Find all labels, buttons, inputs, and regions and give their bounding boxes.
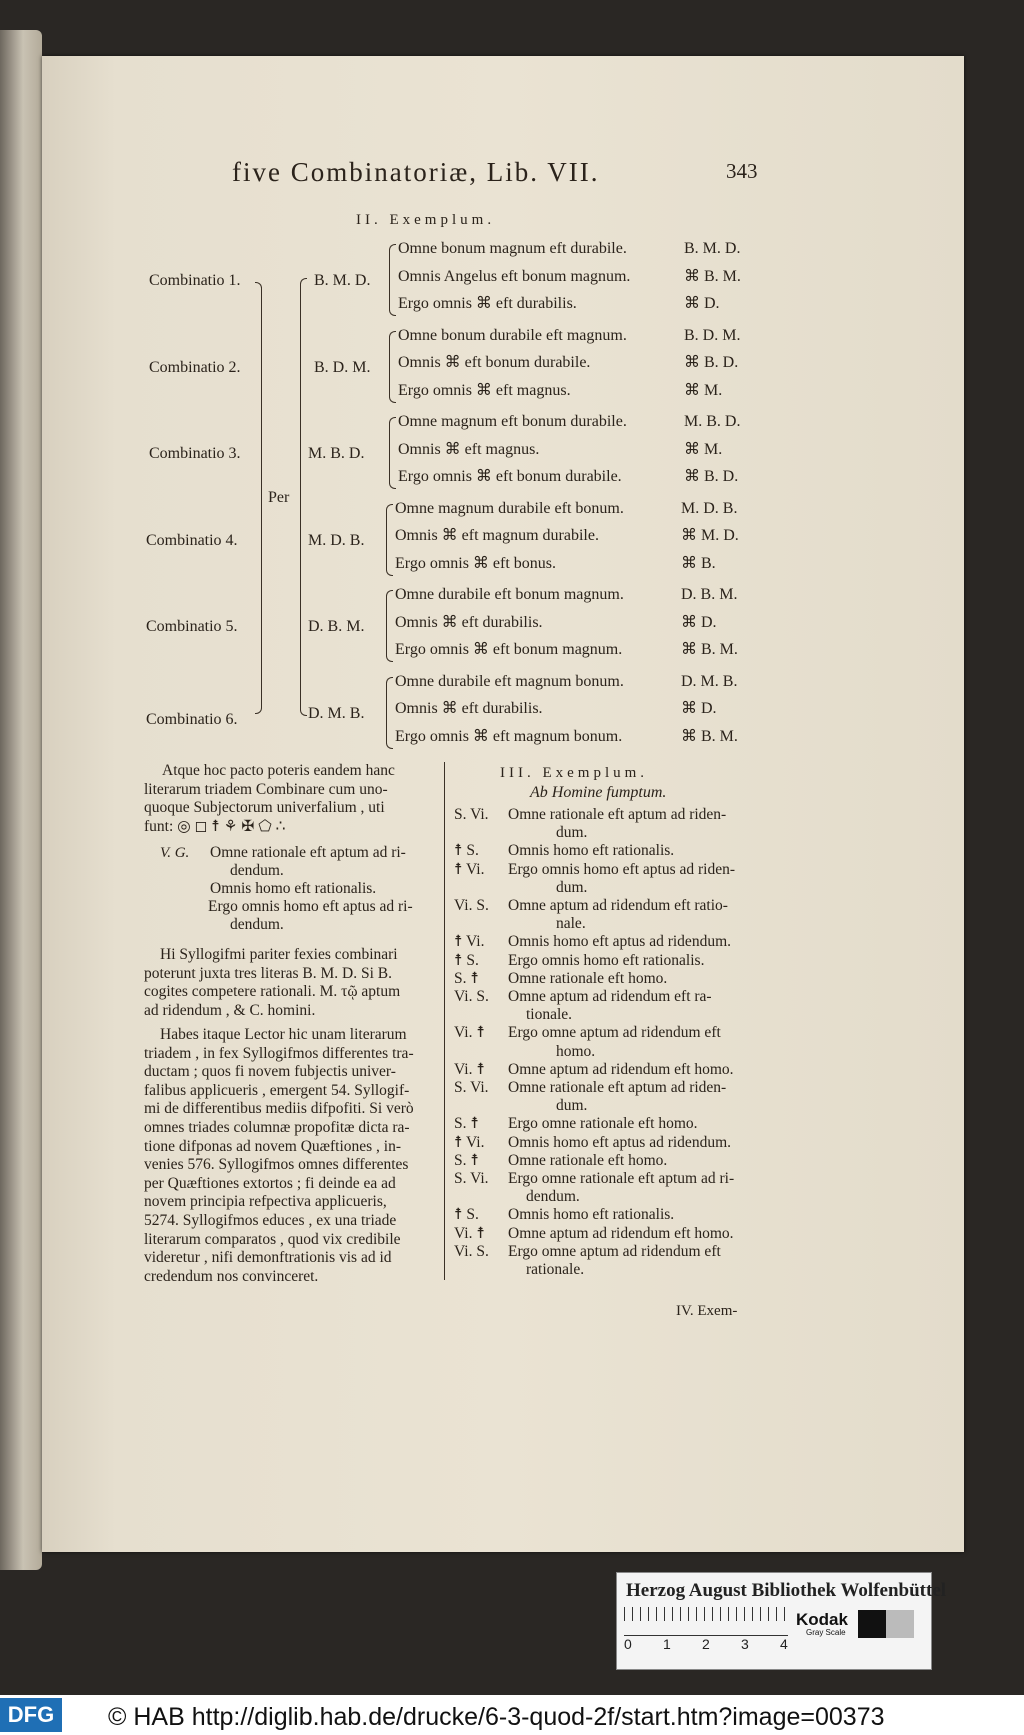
syllogism-letters: B. M. D.: [684, 240, 741, 257]
syllogism-letters: ⌘ D.: [684, 295, 720, 312]
syllogism-letters: ⌘ B.: [681, 554, 716, 572]
vg-label: V. G.: [160, 845, 190, 861]
paragraph-line: tione difponas ad novem Quæftiones , in-: [144, 1137, 401, 1155]
example-3-subheading: Ab Homine fumptum.: [530, 784, 667, 801]
syllogism-key: Vi. S.: [454, 1242, 489, 1260]
syllogism-line: Omne magnum eft bonum durabile.: [398, 413, 627, 430]
syllogism-text: Omne rationale eft homo.: [508, 1151, 668, 1169]
syllogism-text: Omnis homo eft rationalis.: [508, 1206, 675, 1224]
syllogism-text: Omne rationale eft aptum ad riden-: [508, 1079, 727, 1096]
syllogism-text: Omne aptum ad ridendum eft homo.: [508, 1224, 734, 1242]
syllogism-continuation: dum.: [556, 878, 588, 896]
paragraph-line: Atque hoc pacto poteris eandem hanc: [162, 762, 395, 779]
paragraph-line: mi de differentibus mediis difpofiti. Si verò: [144, 1100, 414, 1118]
paragraph-line: 5274. Syllogifmos educes , ex una triade: [144, 1212, 397, 1229]
syllogism-letters: D. B. M.: [681, 586, 738, 603]
syllogism-key: Vi. ☨: [454, 1024, 485, 1042]
example-2-heading: II. Exemplum.: [356, 212, 496, 228]
per-label: Per: [268, 489, 290, 506]
syllogism-key: S. Vi.: [454, 806, 489, 823]
kodak-logo: Kodak: [796, 1610, 848, 1629]
paragraph-line: videretur , nifi demonftrationis vis ad id: [144, 1249, 392, 1267]
ruler-tick-label: 1: [663, 1636, 671, 1652]
syllogism-line: Omnis ⌘ eft durabilis.: [395, 700, 543, 717]
syllogism-brace: [389, 417, 396, 489]
syllogism-letters: ⌘ D.: [681, 613, 717, 631]
syllogism-letters: D. M. B.: [681, 672, 738, 690]
syllogism-key: S. ☨: [454, 1115, 479, 1133]
ruler-tick-label: 2: [702, 1636, 710, 1652]
paragraph-line: cogites competere rationali. M. τῷ aptum: [144, 983, 401, 1000]
combination-label: Combinatio 2.: [149, 358, 241, 376]
paragraph-line: quoque Subjectorum univerfalium , uti: [144, 799, 385, 816]
combination-code: D. M. B.: [308, 704, 365, 722]
syllogism-key: Vi. S.: [454, 897, 489, 914]
syllogism-line: Ergo omnis ⌘ eft bonus.: [395, 554, 557, 572]
syllogism-key: S. ☨: [454, 969, 479, 987]
combination-code: M. B. D.: [308, 445, 365, 462]
example-line: dendum.: [230, 862, 284, 879]
syllogism-letters: ⌘ M.: [684, 440, 723, 458]
syllogism-line: Omnis ⌘ eft magnum durabile.: [395, 527, 599, 544]
syllogism-letters: ⌘ B. D.: [684, 468, 739, 485]
example-line: Omne rationale eft aptum ad ri-: [210, 844, 406, 861]
syllogism-text: Omnis homo eft aptus ad ridendum.: [508, 1133, 731, 1151]
syllogism-line: Omnis Angelus eft bonum magnum.: [398, 267, 631, 285]
syllogism-text: Omne aptum ad ridendum eft ra-: [508, 988, 712, 1005]
syllogism-text: Ergo omnis homo eft rationalis.: [508, 951, 705, 969]
syllogism-text: Omne rationale eft aptum ad riden-: [508, 806, 727, 823]
copyright-link[interactable]: © HAB http://diglib.hab.de/drucke/6-3-quod-2f/start.htm?image=00373: [108, 1703, 885, 1731]
paragraph-line: ad ridendum , & C. homini.: [144, 1001, 316, 1019]
combination-code: B. D. M.: [314, 358, 371, 376]
syllogism-key: S. Vi.: [454, 1079, 489, 1096]
syllogism-line: Omne durabile eft magnum bonum.: [395, 672, 624, 690]
syllogism-key: ☨ S.: [454, 951, 479, 969]
syllogism-letters: ⌘ M.: [684, 381, 723, 399]
syllogism-continuation: nale.: [556, 915, 586, 933]
syllogism-letters: ⌘ M. D.: [681, 527, 739, 544]
syllogism-line: Omne magnum durabile eft bonum.: [395, 499, 624, 517]
ruler-tick-label: 0: [624, 1636, 632, 1652]
syllogism-line: Ergo omnis ⌘ eft magnum bonum.: [395, 727, 623, 745]
syllogism-key: ☨ S.: [454, 842, 479, 860]
combination-code: B. M. D.: [314, 272, 371, 289]
combination-label: Combinatio 3.: [149, 445, 241, 462]
paragraph-line: triadem , in fex Syllogifmos differentes tra-: [144, 1044, 414, 1062]
paragraph-line: per Quæftiones extortos ; fi deinde ea ad: [144, 1174, 396, 1192]
syllogism-letters: ⌘ B. M.: [681, 727, 738, 745]
paragraph-line: ductam ; quos fi novem fubjectis univer-: [144, 1063, 396, 1081]
paragraph-line: credendum nos convinceret.: [144, 1267, 319, 1285]
syllogism-line: Omnis ⌘ eft durabilis.: [395, 613, 543, 631]
combinations-brace: [255, 282, 262, 714]
paragraph-line: Habes itaque Lector hic unam literarum: [160, 1026, 407, 1043]
codes-brace: [300, 278, 307, 716]
syllogism-text: Ergo omnis homo eft aptus ad riden-: [508, 860, 736, 878]
paragraph-line: literarum comparatos , quod vix credibile: [144, 1230, 401, 1248]
syllogism-line: Ergo omnis ⌘ eft magnus.: [398, 381, 571, 399]
library-name: Herzog August Bibliothek Wolfenbüttel: [626, 1580, 947, 1601]
column-divider: [444, 762, 445, 1280]
paragraph-line: Hi Syllogifmi pariter fexies combinari: [160, 946, 398, 963]
syllogism-key: Vi. S.: [454, 988, 489, 1005]
example-3-heading: III. Exemplum.: [500, 765, 649, 781]
ruler-tick-label: 4: [780, 1636, 788, 1652]
syllogism-line: Omnis ⌘ eft bonum durabile.: [398, 354, 591, 371]
combination-code: D. B. M.: [308, 618, 365, 635]
syllogism-brace: [389, 331, 396, 403]
example-line: Omnis homo eft rationalis.: [210, 880, 377, 897]
paragraph-line: literarum triadem Combinare cum uno-: [144, 780, 388, 798]
syllogism-continuation: dum.: [556, 824, 588, 842]
syllogism-text: Ergo omne aptum ad ridendum eft: [508, 1242, 721, 1260]
grayscale-label: Gray Scale: [806, 1628, 846, 1637]
syllogism-key: Vi. ☨: [454, 1224, 485, 1242]
syllogism-letters: M. B. D.: [684, 413, 741, 430]
syllogism-letters: B. D. M.: [684, 326, 741, 344]
syllogism-brace: [389, 244, 396, 316]
running-title: five Combinatoriæ, Lib. VII.: [232, 157, 600, 187]
syllogism-continuation: tionale.: [526, 1006, 573, 1024]
syllogism-text: Ergo omne aptum ad ridendum eft: [508, 1024, 721, 1042]
syllogism-text: Ergo omne rationale eft homo.: [508, 1115, 698, 1133]
syllogism-text: Omne aptum ad ridendum eft ratio-: [508, 897, 728, 914]
example-line: dendum.: [230, 916, 284, 933]
combination-label: Combinatio 1.: [149, 272, 241, 289]
catchword: IV. Exem-: [676, 1303, 738, 1319]
paragraph-line: omnes triades columnæ propofitæ dicta ra-: [144, 1119, 410, 1136]
syllogism-brace: [386, 590, 393, 662]
syllogism-continuation: homo.: [556, 1042, 596, 1060]
syllogism-key: ☨ Vi.: [454, 933, 485, 951]
ruler-tick-label: 3: [741, 1636, 749, 1652]
syllogism-text: Omne rationale eft homo.: [508, 969, 668, 987]
syllogism-line: Omnis ⌘ eft magnus.: [398, 440, 540, 458]
paragraph-line: venies 576. Syllogifmos omnes differentes: [144, 1156, 409, 1174]
syllogism-letters: ⌘ D.: [681, 700, 717, 717]
combination-label: Combinatio 4.: [146, 531, 238, 549]
syllogism-key: ☨ Vi.: [454, 860, 485, 878]
syllogism-continuation: rationale.: [526, 1261, 585, 1278]
syllogism-letters: M. D. B.: [681, 499, 738, 517]
syllogism-brace: [386, 504, 393, 576]
syllogism-key: ☨ S.: [454, 1206, 479, 1224]
dfg-logo: DFG: [0, 1698, 62, 1732]
gray-swatch: [858, 1610, 914, 1638]
syllogism-line: Omne durabile eft bonum magnum.: [395, 586, 624, 603]
syllogism-line: Ergo omnis ⌘ eft bonum durabile.: [398, 468, 622, 485]
syllogism-key: Vi. ☨: [454, 1060, 485, 1078]
combination-label: Combinatio 5.: [146, 618, 238, 635]
syllogism-brace: [386, 677, 393, 749]
syllogism-letters: ⌘ B. M.: [684, 267, 741, 285]
syllogism-key: ☨ Vi.: [454, 1133, 485, 1151]
syllogism-text: Ergo omne rationale eft aptum ad ri-: [508, 1170, 735, 1187]
syllogism-continuation: dendum.: [526, 1188, 580, 1206]
example-line: Ergo omnis homo eft aptus ad ri-: [208, 898, 413, 915]
syllogism-text: Omne aptum ad ridendum eft homo.: [508, 1060, 734, 1078]
syllogism-continuation: dum.: [556, 1097, 588, 1115]
syllogism-line: Ergo omnis ⌘ eft durabilis.: [398, 295, 577, 312]
syllogism-letters: ⌘ B. M.: [681, 641, 738, 658]
paragraph-line: funt: ◎ ◻ ☨ ⚘ ✠ ⬠ ∴: [144, 817, 286, 835]
combination-code: M. D. B.: [308, 531, 365, 549]
paragraph-line: falibus applicueris , emergent 54. Syllogif-: [144, 1081, 410, 1099]
facing-page-edge: [0, 30, 42, 1570]
paragraph-line: poterunt juxta tres literas B. M. D. Si B.: [144, 964, 392, 982]
syllogism-key: S. Vi.: [454, 1170, 489, 1187]
syllogism-line: Omne bonum durabile eft magnum.: [398, 326, 627, 344]
syllogism-text: Omnis homo eft aptus ad ridendum.: [508, 933, 731, 951]
syllogism-letters: ⌘ B. D.: [684, 354, 739, 371]
syllogism-text: Omnis homo eft rationalis.: [508, 842, 675, 860]
syllogism-line: Ergo omnis ⌘ eft bonum magnum.: [395, 641, 623, 658]
combination-label: Combinatio 6.: [146, 710, 238, 728]
scale-ruler: [624, 1607, 788, 1636]
syllogism-key: S. ☨: [454, 1151, 479, 1169]
paragraph-line: novem principia refpectiva applicueris,: [144, 1193, 387, 1211]
syllogism-line: Omne bonum magnum eft durabile.: [398, 240, 627, 257]
page-number: 343: [726, 159, 758, 183]
